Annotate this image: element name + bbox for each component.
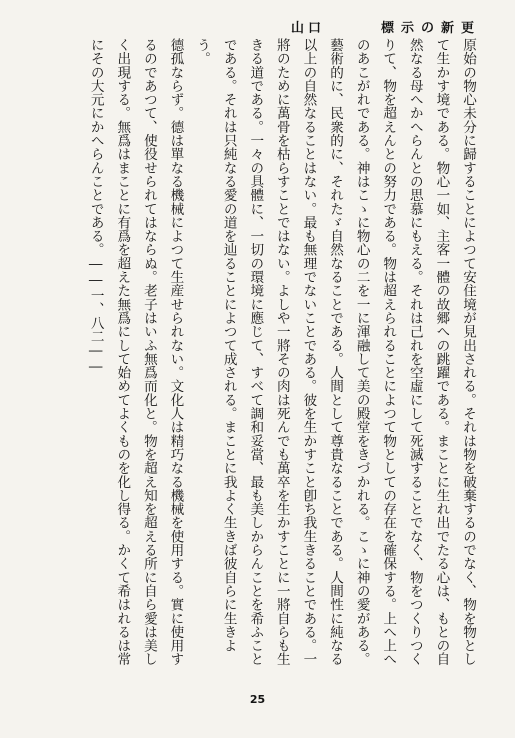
running-header [30, 14, 481, 38]
page-number: 25 [249, 693, 266, 706]
running-header-author: 山口 [290, 20, 325, 36]
paragraph: 藝術的に、民衆的に、それたゞ自然なることである。人間として尊貴なることである。人間性に純なる以上の自然なることはない。最も無理でないことである。彼を生かすこと卽ち我生きることである。一將のために萬骨を枯らすことではない。よしや一將その肉は死んでも萬卒を生かすことに一將自らも生きる道である。一々の具體に、一切の環境に應じて、すべて調和妥當、最も美しからんことを希ふことである。それは只純なる愛の道を辿ることによつて成される。まことに我よく生きば彼自らに生きよう。 [194, 38, 344, 666]
paragraph: 原始の物心未分に歸することによつて安住境が見出される。それは物を破棄するのでなく、物を物として生かす境である。物心一如、主客一體の故郷への跳躍である。まことに生れ出でたる心は、もとの自然なる母へかへらんとの思慕にもえる。それは己れを空虛にして死滅することでなく、物をつくりつくりて、物を超えんとの努力である。物は超えられることによつて物としての存在を確保する。上へ上へのあこがれである。神はこゝに物心の二を一に渾融して美の殿堂をきづかれる。こゝに神の愛がある。 [353, 38, 476, 666]
running-header-title: 標示の新更 [380, 20, 481, 36]
paragraph: 德孤ならず。德は單なる機械によつて生産せられない。文化人は精巧なる機械を使用する。實に使用するのであつて、使役せられてはならぬ。老子はいふ無爲而化と。物を超え知を超える所に自ら愛は美しく出現する。無爲はまことに有爲を超えた無爲にして始めてよくものを化し得る。かくて希はれるは常にその大元にかへらんことである。――一、八二―― [87, 38, 184, 666]
body-text [33, 38, 481, 678]
